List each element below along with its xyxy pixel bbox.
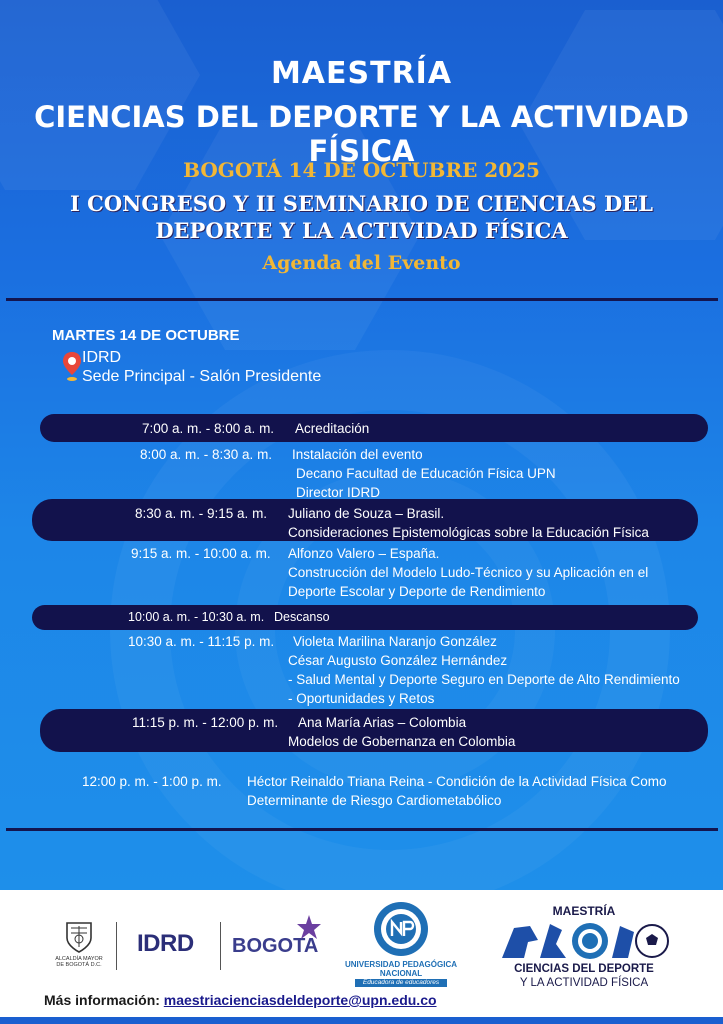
upn-line2: NACIONAL	[379, 969, 423, 978]
schedule-line: Modelos de Gobernanza en Colombia	[288, 734, 516, 749]
schedule-line: Violeta Marilina Naranjo González	[293, 634, 497, 649]
schedule-time: 11:15 p. m. - 12:00 p. m.	[132, 715, 279, 730]
idrd-logo: IDRD	[137, 930, 194, 957]
divider-bottom	[6, 828, 718, 831]
schedule-line: César Augusto González Hernández	[288, 653, 508, 668]
alcaldia-text	[50, 956, 108, 968]
schedule-time: 8:00 a. m. - 8:30 a. m.	[140, 447, 273, 462]
schedule-time: 8:30 a. m. - 9:15 a. m.	[135, 506, 268, 521]
schedule-line: - Salud Mental y Deporte Seguro en Deporte de Alto Rendimiento	[288, 672, 680, 687]
schedule-time: 9:15 a. m. - 10:00 a. m.	[131, 546, 271, 561]
logo-separator	[116, 922, 117, 970]
title-maestria: MAESTRÍA	[270, 56, 453, 91]
venue-name: IDRD	[82, 349, 122, 366]
congress-title-line2: DEPORTE Y LA ACTIVIDAD FÍSICA	[155, 218, 568, 243]
day-heading: MARTES 14 DE OCTUBRE	[52, 327, 240, 344]
more-info-label: Más información:	[44, 992, 160, 1008]
venue	[82, 348, 321, 386]
schedule-line: Acreditación	[295, 421, 370, 436]
alcaldia-line2: DE BOGOTÁ D.C.	[56, 962, 102, 968]
logo-separator	[220, 922, 221, 970]
alcaldia-line1: ALCALDÍA MAYOR	[55, 956, 103, 962]
schedule-highlight	[40, 414, 708, 442]
schedule-line: Ana María Arias – Colombia	[298, 715, 467, 730]
schedule-item	[288, 713, 515, 751]
schedule-time: 10:30 a. m. - 11:15 p. m.	[128, 634, 275, 649]
maestria-logo-line1: CIENCIAS DEL DEPORTE	[514, 963, 654, 975]
schedule-item	[288, 544, 648, 601]
schedule-time: 12:00 p. m. - 1:00 p. m.	[82, 774, 222, 789]
venue-detail: Sede Principal - Salón Presidente	[82, 368, 322, 385]
schedule-item	[288, 632, 680, 708]
schedule-line: Determinante de Riesgo Cardiometabólico	[247, 793, 502, 808]
coat-of-arms-icon	[62, 920, 96, 954]
schedule-line: - Oportunidades y Retos	[288, 691, 435, 706]
schedule-line: Juliano de Souza – Brasil.	[288, 506, 445, 521]
schedule-line: Instalación del evento	[292, 447, 423, 462]
schedule-line: Decano Facultad de Educación Física UPN	[296, 466, 556, 481]
congress-title	[0, 190, 723, 244]
location-pin-icon	[62, 351, 82, 383]
schedule-item	[288, 504, 649, 542]
more-info	[44, 992, 437, 1008]
event-date: BOGOTÁ 14 DE OCTUBRE 2025	[183, 158, 540, 182]
schedule-line: Deporte Escolar y Deporte de Rendimiento	[288, 584, 546, 599]
star-icon	[296, 914, 322, 940]
schedule-item	[292, 445, 556, 502]
email-link[interactable]: maestriacienciasdeldeporte@upn.edu.co	[163, 992, 437, 1008]
schedule-time: 7:00 a. m. - 8:00 a. m.	[142, 421, 275, 436]
maestria-logo-line2: Y LA ACTIVIDAD FÍSICA	[519, 977, 649, 989]
maestria-logo-title: MAESTRÍA	[552, 904, 616, 918]
schedule-line: Héctor Reinaldo Triana Reina - Condición de la Actividad Física Como	[247, 774, 667, 789]
bogota-logo: BOGOTA	[232, 935, 319, 957]
upn-line1: UNIVERSIDAD PEDAGÓGICA	[344, 960, 457, 969]
schedule-time: 10:00 a. m. - 10:30 a. m.	[128, 610, 265, 624]
schedule-line: Descanso	[274, 610, 330, 624]
schedule-item	[274, 608, 330, 627]
schedule-item	[295, 419, 369, 438]
schedule-line: Director IDRD	[296, 485, 381, 500]
upn-logo-icon	[370, 900, 432, 958]
title-program: CIENCIAS DEL DEPORTE Y LA ACTIVIDAD FÍSICA	[34, 100, 689, 168]
upn-text	[336, 960, 466, 987]
maestria-logo-text	[498, 962, 670, 990]
congress-title-line1: I CONGRESO Y II SEMINARIO DE CIENCIAS DEL	[70, 191, 653, 216]
footer-bar	[0, 1017, 723, 1024]
sports-figures-icon	[500, 920, 670, 962]
schedule-line: Consideraciones Epistemológicas sobre la Educación Física	[288, 525, 649, 540]
schedule-item	[247, 772, 666, 810]
schedule-line: Construcción del Modelo Ludo-Técnico y su Aplicación en el	[288, 565, 649, 580]
divider-top	[6, 298, 718, 301]
upn-tagline: Educadora de educadores	[355, 979, 447, 987]
agenda-heading: Agenda del Evento	[262, 252, 461, 274]
schedule-line: Alfonzo Valero – España.	[288, 546, 440, 561]
